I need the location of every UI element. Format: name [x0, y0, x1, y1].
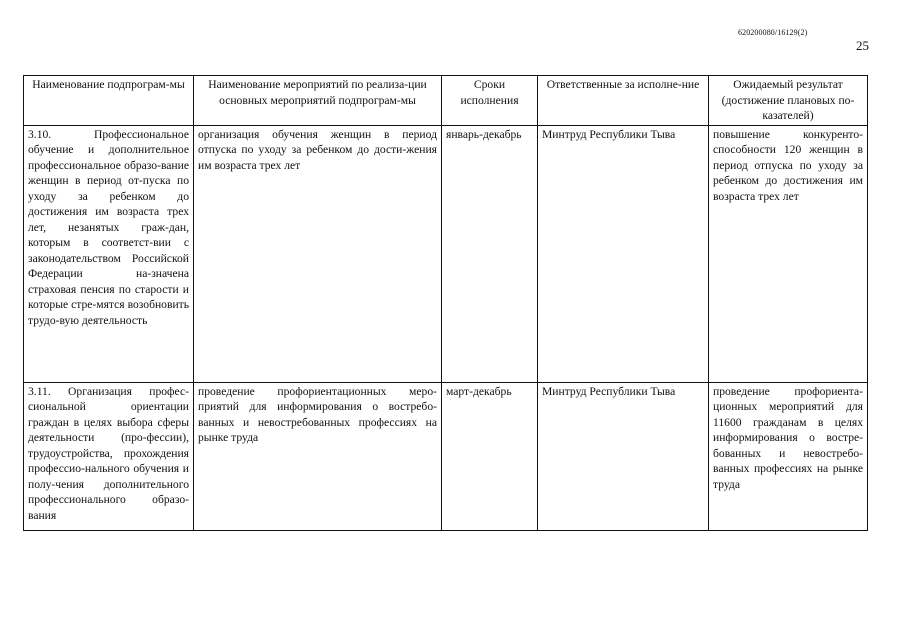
cell-activity: проведение профориентационных меро-приятий для информирования о востребо-ванных и невостребованных профессиях на рынке труда: [194, 382, 442, 530]
table-row: [24, 382, 868, 530]
cell-subprogram: 3.11. Организация профес-сиональной ориентации граждан в целях выбора сферы деятельности (про-фессии), трудоустройства, прохождения профессио-нального обучения и полу-чения дополнительного профессионального образо-вания: [24, 382, 194, 530]
page-number: 25: [856, 38, 869, 53]
column-header-responsible: Ответственные за исполне-ние: [538, 76, 709, 126]
column-header-activity: Наименование мероприятий по реализа-ции основных мероприятий подпрограм-мы: [194, 76, 442, 126]
column-header-deadline: Сроки исполнения: [442, 76, 538, 126]
table-header-row: [24, 76, 868, 126]
cell-deadline: март-декабрь: [442, 382, 538, 530]
measures-table: [23, 75, 868, 531]
table-row: [24, 125, 868, 382]
cell-subprogram: 3.10. Профессиональное обучение и дополнительное профессиональное образо-вание женщин в период от-пуска по уходу за ребенком до достижения им возраста трех лет, незанятых граж-дан, которым в соответст-вии с законодательством Российской Федерации на-значена страховая пенсия по старости и которые стре-мятся возобновить трудо-вую деятельность: [24, 125, 194, 382]
column-header-result: Ожидаемый результат (достижение плановых по-казателей): [709, 76, 868, 126]
cell-responsible: Минтруд Республики Тыва: [538, 382, 709, 530]
cell-result: проведение профориента-ционных мероприятий для 11600 гражданам в целях информирования о востре-бованных и невостребо-ванных профессиях на рынке труда: [709, 382, 868, 530]
cell-result: повышение конкуренто-способности 120 женщин в период отпуска по уходу за ребенком до достижения им возраста трех лет: [709, 125, 868, 382]
cell-deadline: январь-декабрь: [442, 125, 538, 382]
cell-responsible: Минтруд Республики Тыва: [538, 125, 709, 382]
document-id: 620200080/16129(2): [738, 28, 808, 37]
cell-activity: организация обучения женщин в период отпуска по уходу за ребенком до дости-жения им возраста трех лет: [194, 125, 442, 382]
column-header-subprogram: Наименование подпрограм-мы: [24, 76, 194, 126]
